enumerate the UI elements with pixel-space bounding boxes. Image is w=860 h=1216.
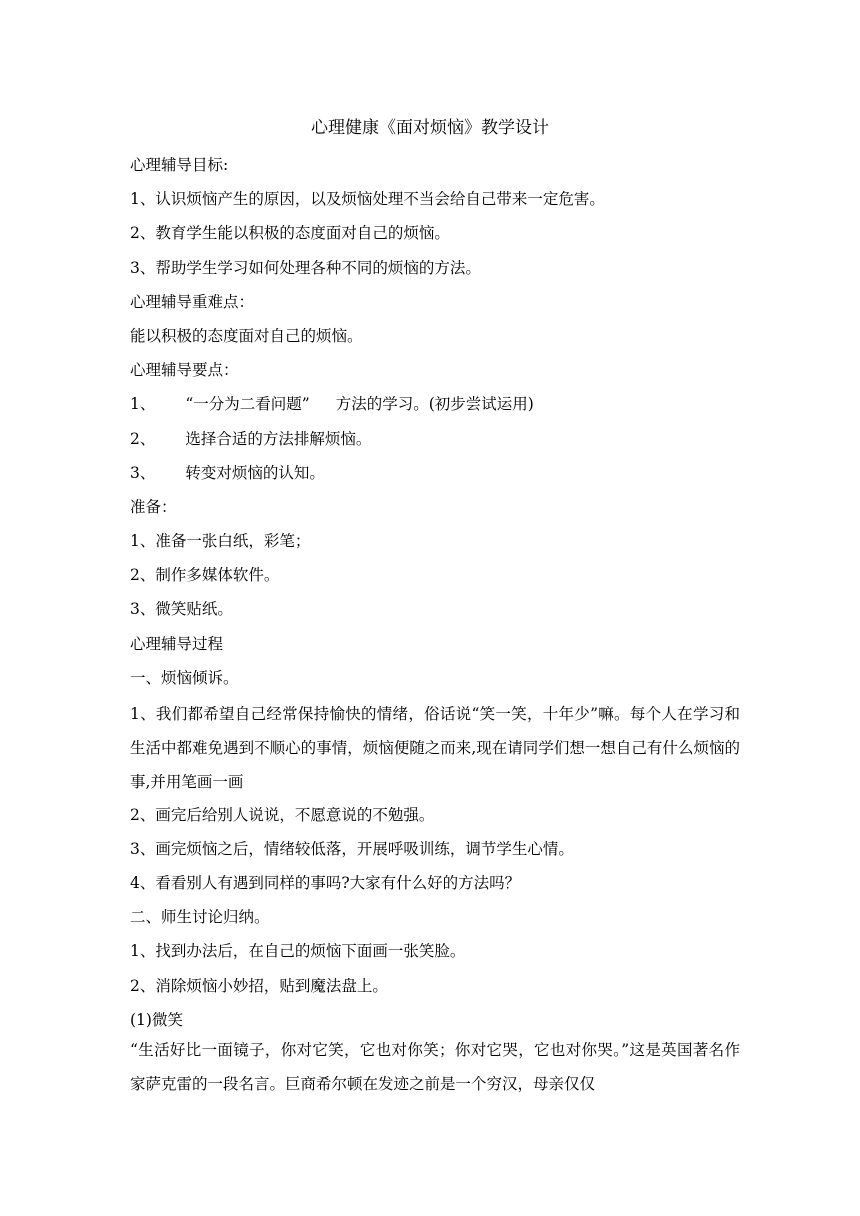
goal-item-3: 3、帮助学生学习如何处理各种不同的烦恼的方法。 [130, 259, 481, 277]
difficulty-text: 能以积极的态度面对自己的烦恼。 [130, 327, 363, 345]
process-heading: 心理辅导过程 [130, 635, 224, 653]
section-1-item-4: 4、看看别人有遇到同样的事吗?大家有什么好的方法吗？ [130, 874, 521, 892]
section-2-item-1: 1、找到办法后，在自己的烦恼下面画一张笑脸。 [130, 942, 466, 960]
goal-item-2: 2、教育学生能以积极的态度面对自己的烦恼。 [130, 224, 450, 242]
section-1-item-3: 3、画完烦恼之后，情绪较低落，开展呼吸训练，调节学生心情。 [130, 840, 574, 858]
sub-heading-smile: (1)微笑 [130, 1011, 183, 1029]
goals-heading: 心理辅导目标: [130, 156, 229, 174]
section-2-item-2: 2、消除烦恼小妙招，贴到魔法盘上。 [130, 977, 388, 995]
point-item-1 [130, 393, 740, 415]
point-number: 1、 [130, 395, 156, 413]
point-text: 转变对烦恼的认知。 [185, 464, 325, 482]
point-number: 3、 [130, 464, 156, 482]
quote-paragraph: “生活好比一面镜子，你对它笑，它也对你笑；你对它哭，它也对你哭。”这是英国著名作家萨克雷的一段名言。巨商希尔顿在发迹之前是一个穷汉，母亲仅仅 [130, 1041, 740, 1093]
prep-item-3: 3、微笑贴纸。 [130, 600, 233, 618]
document-title: 心理健康《面对烦恼》教学设计 [311, 118, 549, 138]
section-1-item-1: 1、我们都希望自己经常保持愉快的情绪，俗话说“笑一笑，十年少”嘛。每个人在学习和生活中都难免遇到不顺心的事情，烦恼便随之而来,现在请同学们想一想自己有什么烦恼的事,并用笔画一画 [130, 705, 740, 791]
prep-heading: 准备： [130, 498, 177, 516]
section-1-heading: 一、烦恼倾诉。 [130, 669, 239, 687]
section-1-item-2: 2、画完后给别人说说，不愿意说的不勉强。 [130, 806, 435, 824]
point-text-continued: 方法的学习。(初步尝试运用) [335, 395, 534, 413]
section-2-heading: 二、师生讨论归纳。 [130, 908, 270, 926]
point-text: 选择合适的方法排解烦恼。 [185, 430, 372, 448]
prep-item-1: 1、准备一张白纸，彩笔； [130, 532, 311, 550]
points-heading: 心理辅导要点： [130, 361, 239, 379]
goal-item-1: 1、认识烦恼产生的原因，以及烦恼处理不当会给自己带来一定危害。 [130, 190, 605, 208]
point-number: 2、 [130, 430, 156, 448]
point-text: “一分为二看问题” [185, 395, 310, 413]
prep-item-2: 2、制作多媒体软件。 [130, 566, 280, 584]
difficulty-heading: 心理辅导重难点： [130, 293, 255, 311]
point-item-3 [130, 462, 740, 484]
point-item-2 [130, 428, 740, 450]
